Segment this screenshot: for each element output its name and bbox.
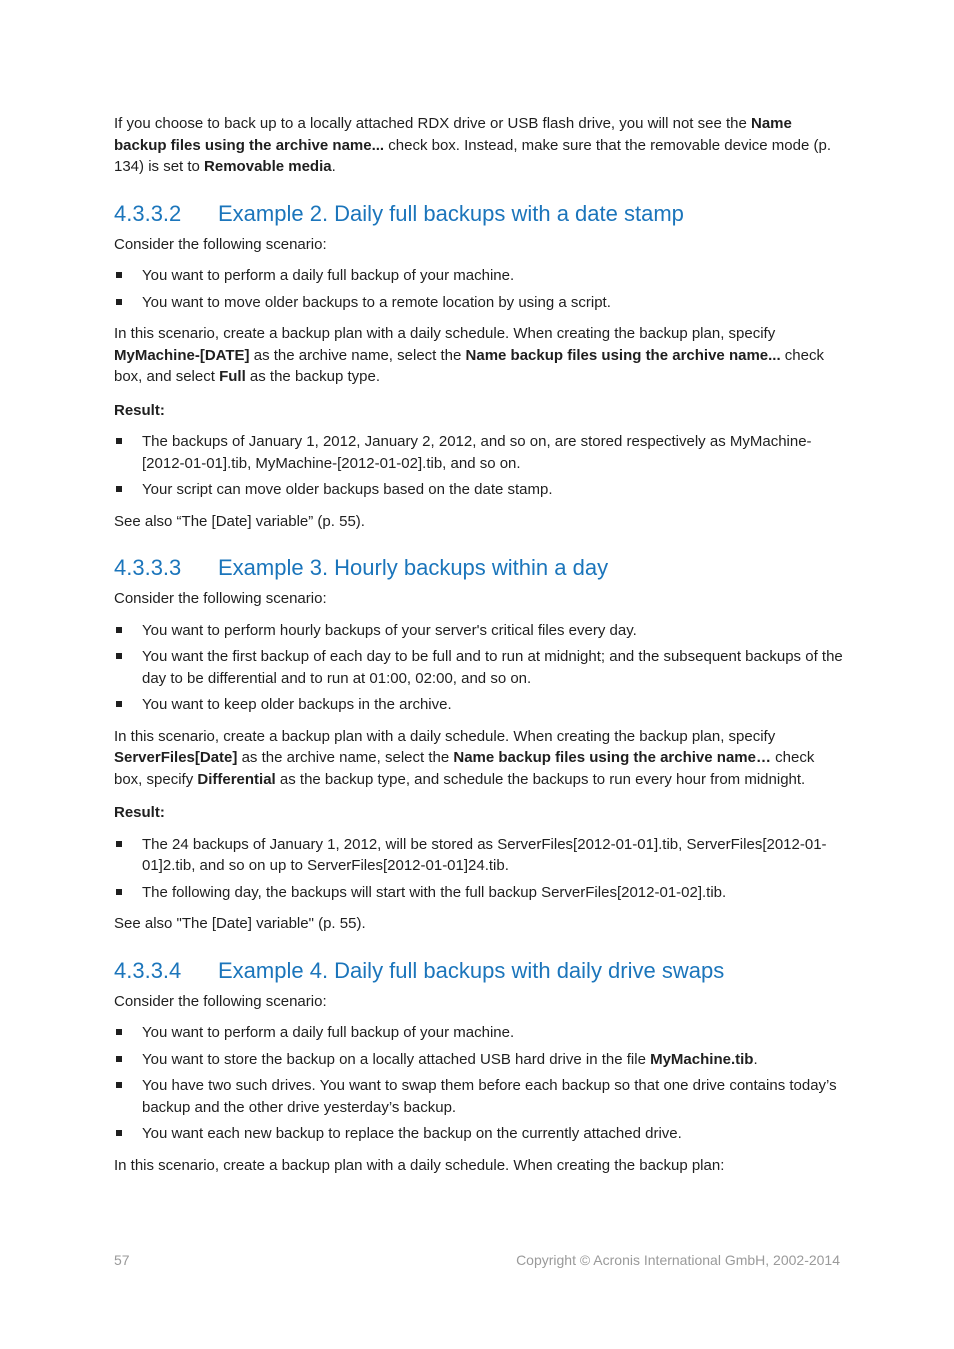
section-title: Example 3. Hourly backups within a day — [218, 555, 609, 580]
section-heading-4-3-3-2 — [114, 200, 844, 228]
text: . — [331, 158, 336, 175]
text: as the backup type, and schedule the backups to run every hour from midnight. — [275, 770, 806, 788]
copyright-text: Copyright © Acronis International GmbH, 2002-2014 — [516, 1252, 840, 1268]
text: . — [753, 1050, 758, 1068]
scenario-list — [114, 620, 844, 716]
bold-text: Full — [219, 368, 246, 385]
list-item: You want to perform a daily full backup of your machine. — [114, 265, 844, 287]
text: You want to store the backup on a locally attached USB hard drive in the file — [142, 1050, 651, 1068]
consider-text: Consider the following scenario: — [114, 590, 327, 607]
bold-text: MyMachine-[DATE] — [114, 346, 250, 364]
consider-text: Consider the following scenario: — [114, 235, 327, 253]
bold-text: Name backup files using the archive name... — [465, 346, 781, 364]
list-item: You have two such drives. You want to swap them before each backup so that one drive contains today’s backup and the other drive yesterday’s backup. — [114, 1075, 844, 1118]
bold-text: MyMachine.tib — [650, 1050, 754, 1068]
scenario-list — [114, 1022, 844, 1145]
section-heading-4-3-3-3 — [114, 554, 844, 582]
text: as the archive name, select the — [237, 749, 454, 766]
scenario-list — [114, 265, 844, 313]
consider-text: Consider the following scenario: — [114, 992, 327, 1010]
section-number: 4.3.3.2 — [114, 200, 182, 226]
bold-text: Removable media — [204, 158, 332, 175]
bold-text: Name backup files using the archive name... — [114, 115, 792, 154]
text: check box. Instead, make sure that the removable device mode (p. 134) is set to — [114, 136, 831, 175]
list-item: You want the first backup of each day to be full and to run at midnight; and the subsequent backups of the day to be differential and to run at 01:00, 02:00, and so on. — [114, 646, 844, 689]
instructions-paragraph: In this scenario, create a backup plan with a daily schedule. When creating the backup plan: — [114, 1156, 725, 1174]
section-heading-4-3-3-4 — [114, 957, 844, 985]
list-item: You want to perform a daily full backup of your machine. — [114, 1022, 844, 1044]
bold-text: Differential — [197, 770, 276, 788]
text: check box, and select — [114, 346, 824, 385]
text: In this scenario, create a backup plan with a daily schedule. When creating the backup plan, specify — [114, 325, 776, 342]
list-item: You want each new backup to replace the backup on the currently attached drive. — [114, 1123, 844, 1145]
list-item: You want to move older backups to a remote location by using a script. — [114, 292, 844, 314]
result-label: Result: — [114, 804, 165, 821]
section-number: 4.3.3.4 — [114, 957, 182, 983]
bold-text: Name backup files using the archive name… — [453, 749, 771, 766]
page-footer — [114, 1252, 840, 1268]
result-list — [114, 834, 844, 904]
see-also-text: See also "The [Date] variable" (p. 55). — [114, 915, 366, 932]
intro-paragraph — [114, 113, 844, 178]
instructions-paragraph — [114, 726, 844, 791]
instructions-paragraph — [114, 323, 844, 388]
text: In this scenario, create a backup plan with a daily schedule. When creating the backup plan, specify — [114, 727, 776, 745]
document-body — [114, 113, 844, 1176]
list-item: You want to keep older backups in the archive. — [114, 694, 844, 716]
list-item: The 24 backups of January 1, 2012, will be stored as ServerFiles[2012-01-01].tib, ServerFiles[2012-01-01]2.tib, and so on up to ServerFiles[2012-01-01]24.tib. — [114, 834, 844, 877]
text: check box, specify — [114, 749, 815, 788]
page-number: 57 — [114, 1252, 130, 1268]
list-item: You want to perform hourly backups of your server's critical files every day. — [114, 620, 844, 642]
bold-text: ServerFiles[Date] — [114, 749, 238, 766]
see-also-text: See also “The [Date] variable” (p. 55). — [114, 512, 365, 530]
list-item: The following day, the backups will start with the full backup ServerFiles[2012-01-02].tib. — [114, 882, 844, 904]
text: as the backup type. — [245, 368, 381, 385]
text: If you choose to back up to a locally attached RDX drive or USB flash drive, you will not see the — [114, 115, 751, 132]
list-item: Your script can move older backups based on the date stamp. — [114, 479, 844, 501]
section-title: Example 4. Daily full backups with daily drive swaps — [218, 957, 725, 983]
result-list — [114, 431, 844, 501]
result-label: Result: — [114, 401, 165, 419]
text: as the archive name, select the — [249, 346, 466, 364]
section-title: Example 2. Daily full backups with a date stamp — [218, 200, 684, 226]
list-item — [114, 1049, 844, 1071]
list-item: The backups of January 1, 2012, January 2, 2012, and so on, are stored respectively as MyMachine-[2012-01-01].tib, MyMachine-[2012-01-02].tib, and so on. — [114, 431, 844, 474]
section-number: 4.3.3.3 — [114, 555, 182, 580]
